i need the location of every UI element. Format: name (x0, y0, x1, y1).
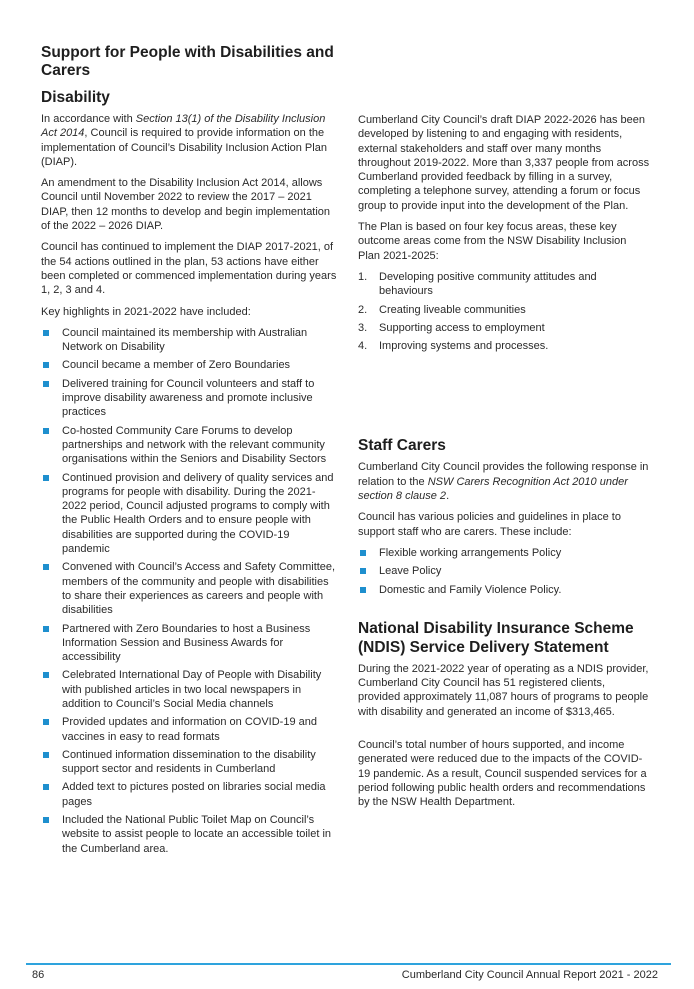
bullet-square-icon (43, 381, 49, 387)
disability-heading: Disability (41, 89, 110, 106)
list-item: 1. Developing positive community attitudes and behaviours (358, 270, 597, 298)
list-item: 4. Improving systems and processes. (358, 340, 549, 353)
bullet-square-icon (360, 550, 366, 556)
staff-carers-heading: Staff Carers (358, 437, 446, 455)
left-column (41, 44, 338, 860)
highlights-list (41, 326, 338, 856)
highlights-intro: Key highlights in 2021-2022 have included: (41, 305, 251, 318)
list-item: 2. Creating liveable communities (358, 303, 526, 316)
ndis-summary: During the 2021-2022 year of operating as a NDIS provider, Cumberland City Council has 51 registered clients, provided approximately 11,087 hours of programs to people with disability and generated an income of $313,465. (358, 662, 649, 718)
bullet-square-icon (43, 626, 49, 632)
focus-areas-list (358, 270, 650, 353)
bullet-square-icon (360, 568, 366, 574)
bullet-square-icon (43, 752, 49, 758)
bullet-square-icon (43, 784, 49, 790)
bullet-square-icon (43, 817, 49, 823)
footer-divider (26, 963, 671, 965)
list-item: Celebrated International Day of People with Disability with published articles in two local newspapers in addition to Council’s Social Media channels (41, 668, 338, 711)
ndis-heading: National Disability Insurance Scheme (NDIS) Service Delivery Statement (358, 619, 634, 656)
disability-progress: Council has continued to implement the DIAP 2017-2021, of the 54 actions outlined in the plan, 53 actions have either been completed or commenced implementation during years 1, 2, 3 and 4. (41, 241, 337, 297)
right-column (358, 113, 650, 817)
list-item: Continued information dissemination to the disability support sector and residents in Cumberland (41, 748, 338, 777)
staff-carers-policies-intro: Council has various policies and guidelines in place to support staff who are carers. These include: (358, 511, 621, 538)
bullet-square-icon (43, 475, 49, 481)
list-item: Convened with Council’s Access and Safety Committee, members of the community and people with disabilities to share their experiences as careers and people with disabilities (41, 560, 338, 617)
list-item: Delivered training for Council volunteers and staff to improve disability awareness and promote inclusive practices (41, 377, 338, 420)
disability-amendment: An amendment to the Disability Inclusion Act 2014, allows Council until November 2022 to review the 2017 – 2021 DIAP, then 12 months to develop and begin implementation of the 2022 – 2026 DIAP. (41, 177, 331, 233)
bullet-square-icon (43, 564, 49, 570)
list-item: 3. Supporting access to employment (358, 321, 545, 334)
list-item: Council became a member of Zero Boundaries (41, 358, 338, 372)
list-item: Domestic and Family Violence Policy. (358, 583, 650, 597)
list-item: Council maintained its membership with Australian Network on Disability (41, 326, 338, 355)
report-title: Cumberland City Council Annual Report 2021 - 2022 (401, 969, 658, 981)
list-item: Included the National Public Toilet Map on Council’s website to assist people to locate an accessible toilet in the Cumberland area. (41, 813, 338, 856)
list-item: Co-hosted Community Care Forums to develop partnerships and network with the relevant community organisations within the Seniors and Disability Sectors (41, 424, 338, 467)
policies-list (358, 546, 650, 597)
list-item: Flexible working arrangements Policy (358, 546, 650, 560)
list-item: Added text to pictures posted on libraries social media pages (41, 780, 338, 809)
page-number: 86 (32, 969, 45, 981)
list-item: Provided updates and information on COVID-19 and vaccines in easy to read formats (41, 715, 338, 744)
bullet-square-icon (43, 719, 49, 725)
list-item: Continued provision and delivery of quality services and programs for people with disability. During the 2021-2022 period, Council adjusted programs to comply with the Public Health Orders and to ensure people with disabilities are supported during the COVID-19 pandemic (41, 471, 338, 557)
bullet-square-icon (43, 330, 49, 336)
bullet-square-icon (43, 672, 49, 678)
list-item: Partnered with Zero Boundaries to host a Business Information Session and Business Awards for accessibility (41, 622, 338, 665)
ndis-impact: Council’s total number of hours supported, and income generated were reduced due to the impacts of the COVID-19 pandemic. As a result, Council suspended services for a period following public health orders and recommendations by the NSW Health Department. (358, 739, 647, 809)
focus-areas-intro: The Plan is based on four key focus areas, these key outcome areas come from the NSW Disability Inclusion Plan 2021-2025: (358, 221, 627, 262)
list-item: Leave Policy (358, 564, 650, 578)
staff-carers-intro: Cumberland City Council provides the following response in relation to the NSW Carers Recognition Act 2010 under section 8 clause 2. (358, 461, 649, 503)
diap-development: Cumberland City Council’s draft DIAP 2022-2026 has been developed by listening to and engaging with residents, external stakeholders and staff over many months throughout 2019-2022. More than 3,337 people from across Cumberland provided feedback by filling in a survey, completing a telephone survey, attending a forum or focus group to provide input into the development of the Plan. (358, 114, 650, 212)
bullet-square-icon (360, 587, 366, 593)
disability-intro: In accordance with Section 13(1) of the Disability Inclusion Act 2014, Council is required to provide information on the implementation of Council’s Disability Inclusion Action Plan (DIAP). (41, 113, 327, 168)
page-title: Support for People with Disabilities and Carers (41, 44, 334, 79)
bullet-square-icon (43, 428, 49, 434)
bullet-square-icon (43, 362, 49, 368)
